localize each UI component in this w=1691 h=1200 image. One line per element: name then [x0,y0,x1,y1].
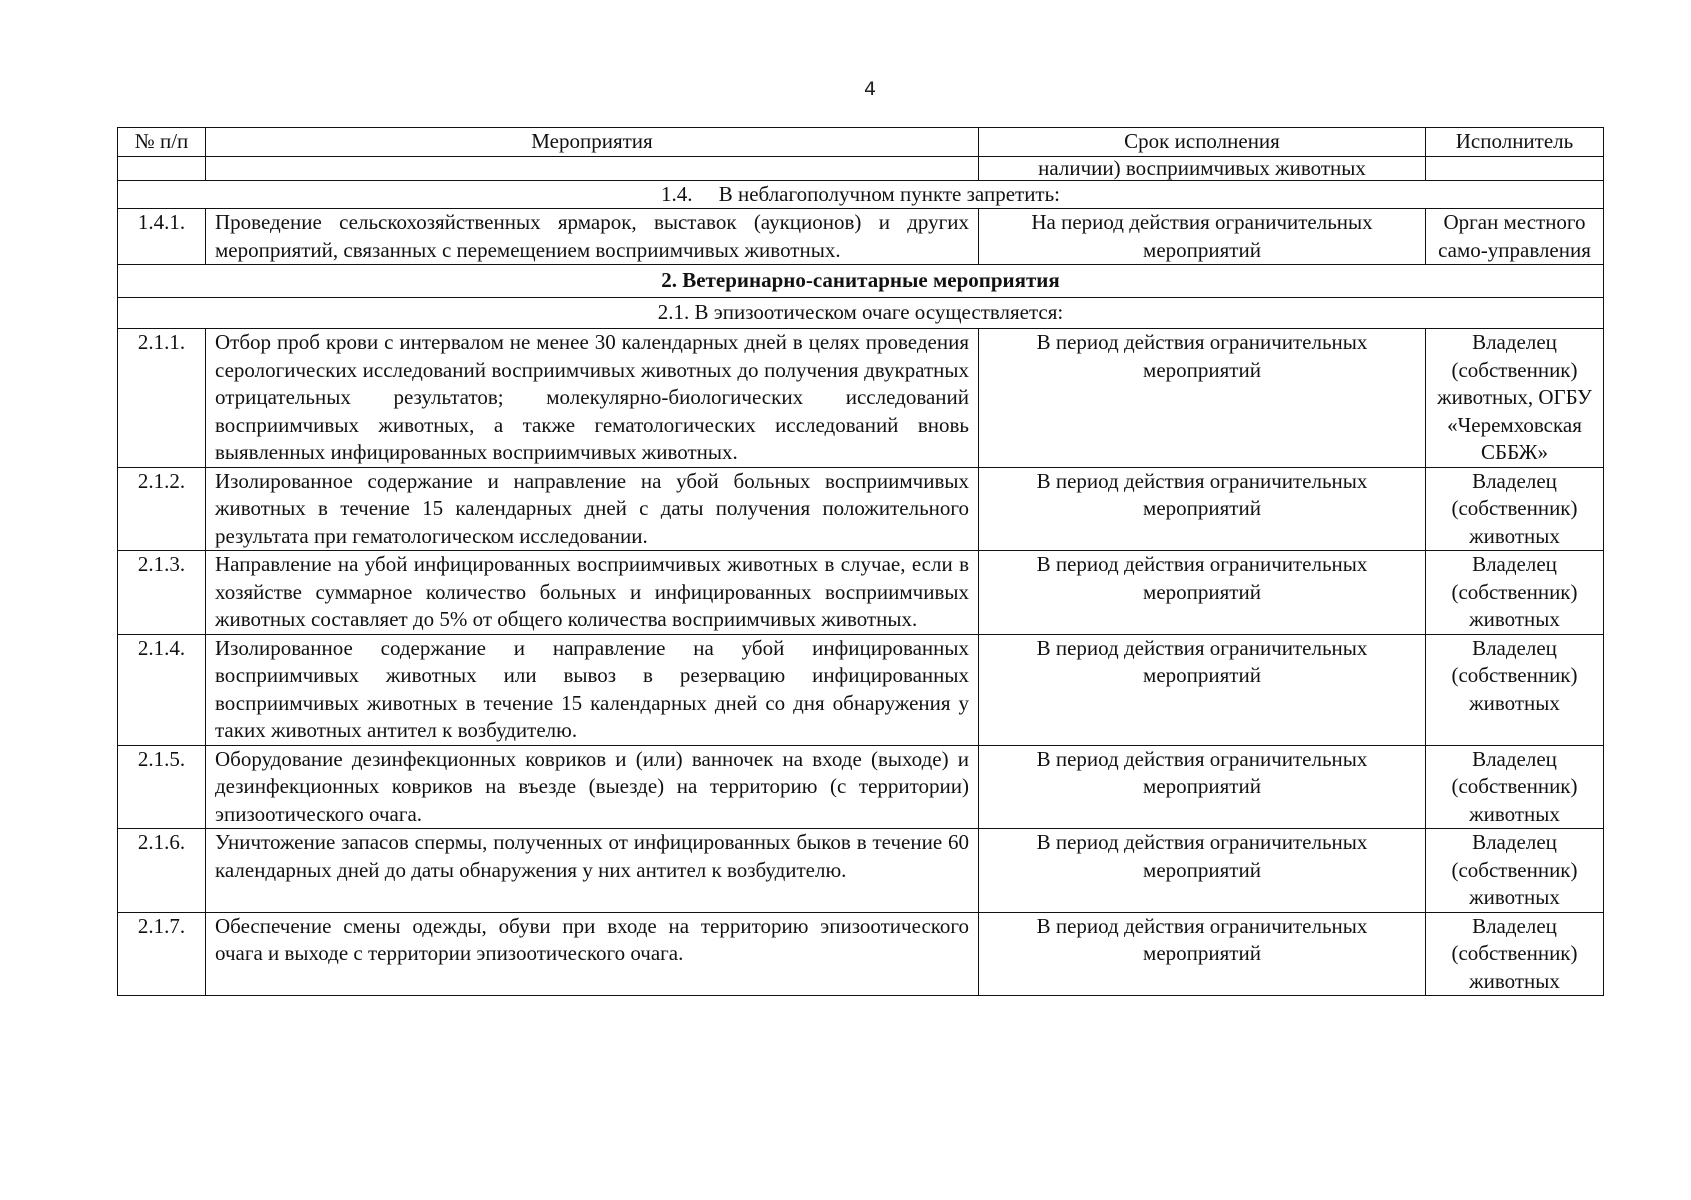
row-executor: Владелец (собственник) животных [1426,829,1604,913]
table-row [118,329,1604,468]
row-term: На период действия ограничительных мероприятий [979,209,1426,265]
row-term: В период действия ограничительных мероприятий [979,551,1426,635]
table-row [118,209,1604,265]
table-row [118,912,1604,996]
page-number: 4 [863,78,877,100]
table-row [118,551,1604,635]
column-header-term: Срок исполнения [979,128,1426,157]
row-executor: Орган местного само-управления [1426,209,1604,265]
row-executor: Владелец (собственник) животных [1426,912,1604,996]
row-term: В период действия ограничительных мероприятий [979,912,1426,996]
row-number: 2.1.7. [118,912,206,996]
table-row [118,745,1604,829]
row-executor: Владелец (собственник) животных, ОГБУ «Черемховская СББЖ» [1426,329,1604,468]
row-number: 2.1.4. [118,634,206,745]
row-event: Направление на убой инфицированных восприимчивых животных в случае, если в хозяйстве суммарное количество больных и инфицированных восприимчивых животных составляет до 5% от общего количества восприимчивых животных. [206,551,979,635]
column-header-executor: Исполнитель [1426,128,1604,157]
row-event: Изолированное содержание и направление на убой инфицированных восприимчивых животных или вывоз в резервацию инфицированных восприимчивых животных в течение 15 календарных дней со дня обнаружения у таких животных антител к возбудителю. [206,634,979,745]
table-row [118,634,1604,745]
row-term: В период действия ограничительных мероприятий [979,745,1426,829]
row-event: Изолированное содержание и направление на убой больных восприимчивых животных в течение 15 календарных дней с даты получения положительного результата при гематологическом исследовании. [206,467,979,551]
row-event: Проведение сельскохозяйственных ярмарок, выставок (аукционов) и других мероприятий, связанных с перемещением восприимчивых животных. [206,209,979,265]
table-row [118,829,1604,913]
row-event: Обеспечение смены одежды, обуви при входе на территорию эпизоотического очага и выходе с территории эпизоотического очага. [206,912,979,996]
row-number: 2.1.6. [118,829,206,913]
row-term: В период действия ограничительных мероприятий [979,467,1426,551]
row-event: Отбор проб крови с интервалом не менее 30 календарных дней в целях проведения серологических исследований восприимчивых животных до получения двукратных отрицательных результатов; молекулярно-биологических исследований восприимчивых животных, а также гематологических исследований вновь выявленных инфицированных восприимчивых животных. [206,329,979,468]
row-term: наличии) восприимчивых животных [979,156,1426,180]
row-event: Оборудование дезинфекционных ковриков и (или) ванночек на входе (выходе) и дезинфекционных ковриков на въезде (выезде) на территорию (с территории) эпизоотического очага. [206,745,979,829]
section-label: 2.1. В эпизоотическом очаге осуществляется: [118,298,1604,329]
table-header-row [118,128,1604,157]
row-term: В период действия ограничительных мероприятий [979,634,1426,745]
row-event [206,156,979,180]
row-executor: Владелец (собственник) животных [1426,551,1604,635]
row-executor: Владелец (собственник) животных [1426,467,1604,551]
row-executor: Владелец (собственник) животных [1426,745,1604,829]
row-number: 2.1.3. [118,551,206,635]
column-header-number: № п/п [118,128,206,157]
row-number: 2.1.2. [118,467,206,551]
row-executor [1426,156,1604,180]
row-term: В период действия ограничительных мероприятий [979,329,1426,468]
row-number: 1.4.1. [118,209,206,265]
row-term: В период действия ограничительных мероприятий [979,829,1426,913]
section-row-2-1 [118,298,1604,329]
row-event: Уничтожение запасов спермы, полученных от инфицированных быков в течение 60 календарных дней до даты обнаружения у них антител к возбудителю. [206,829,979,913]
section-label: 1.4. В неблагополучном пункте запретить: [118,180,1604,209]
table-row [118,467,1604,551]
section-row-1-4 [118,180,1604,209]
section-heading: 2. Ветеринарно-санитарные мероприятия [118,265,1604,298]
continuation-row [118,156,1604,180]
row-number: 2.1.1. [118,329,206,468]
column-header-event: Мероприятия [206,128,979,157]
row-number [118,156,206,180]
row-number: 2.1.5. [118,745,206,829]
measures-table [117,127,1604,996]
row-executor: Владелец (собственник) животных [1426,634,1604,745]
section-heading-row-2 [118,265,1604,298]
